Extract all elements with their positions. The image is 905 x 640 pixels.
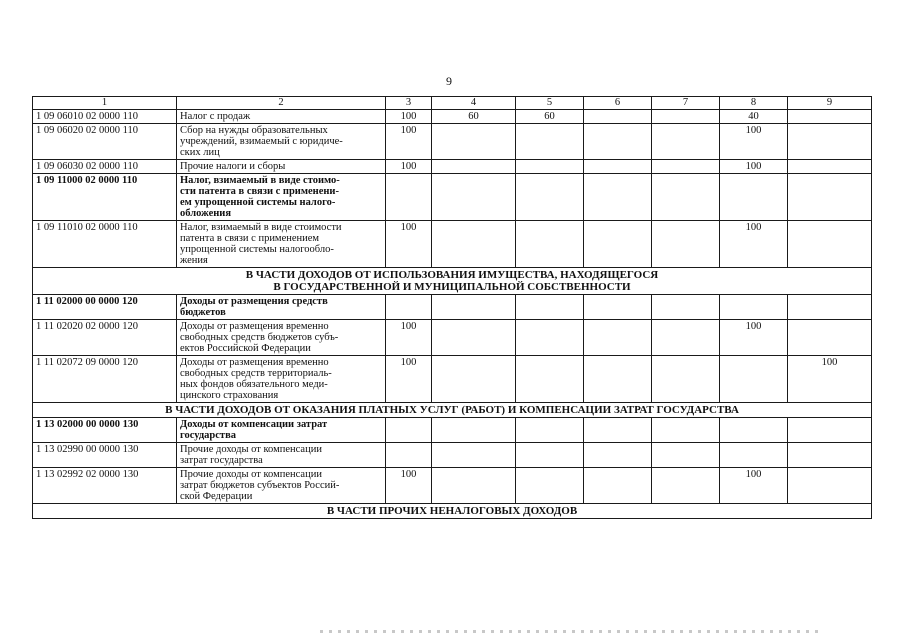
norm-cell — [584, 221, 652, 268]
norm-cell — [652, 124, 720, 160]
norm-cell — [584, 443, 652, 468]
income-name-cell: Налог с продаж — [177, 110, 386, 124]
budget-code-cell: 1 13 02990 00 0000 130 — [33, 443, 177, 468]
norm-cell: 100 — [386, 160, 432, 174]
norm-cell — [652, 160, 720, 174]
norm-cell — [584, 468, 652, 504]
norm-cell — [788, 468, 872, 504]
revenue-distribution-table — [32, 96, 872, 519]
budget-code-cell: 1 09 11000 02 0000 110 — [33, 174, 177, 221]
norm-cell — [584, 295, 652, 320]
table-row — [33, 418, 872, 443]
budget-code-cell: 1 13 02992 02 0000 130 — [33, 468, 177, 504]
norm-cell: 100 — [788, 356, 872, 403]
norm-cell — [720, 443, 788, 468]
section-title: В ЧАСТИ ДОХОДОВ ОТ ОКАЗАНИЯ ПЛАТНЫХ УСЛУГ (РАБОТ) И КОМПЕНСАЦИИ ЗАТРАТ ГОСУДАРСТВА — [33, 403, 872, 418]
norm-cell — [720, 174, 788, 221]
norm-cell — [516, 124, 584, 160]
norm-cell — [386, 418, 432, 443]
norm-cell: 100 — [386, 320, 432, 356]
norm-cell: 100 — [720, 320, 788, 356]
norm-cell — [652, 418, 720, 443]
table-row — [33, 295, 872, 320]
norm-cell — [720, 418, 788, 443]
income-name-cell: Доходы от размещения временно свободных средств территориаль- ных фондов обязательного меди- цинского страхования — [177, 356, 386, 403]
table-row — [33, 160, 872, 174]
table-row — [33, 124, 872, 160]
table-row — [33, 356, 872, 403]
norm-cell — [788, 418, 872, 443]
column-header: 2 — [177, 97, 386, 110]
norm-cell — [516, 443, 584, 468]
norm-cell: 100 — [386, 356, 432, 403]
norm-cell: 60 — [432, 110, 516, 124]
table-row — [33, 221, 872, 268]
column-number-row — [33, 97, 872, 110]
column-header: 9 — [788, 97, 872, 110]
norm-cell — [516, 418, 584, 443]
page-number: 9 — [446, 74, 452, 88]
norm-cell — [584, 356, 652, 403]
norm-cell — [432, 320, 516, 356]
income-name-cell: Прочие доходы от компенсации затрат государства — [177, 443, 386, 468]
norm-cell: 100 — [720, 160, 788, 174]
column-header: 4 — [432, 97, 516, 110]
norm-cell — [788, 295, 872, 320]
norm-cell: 100 — [386, 468, 432, 504]
norm-cell: 100 — [386, 110, 432, 124]
norm-cell — [432, 443, 516, 468]
income-name-cell: Прочие доходы от компенсации затрат бюджетов субъектов Россий- ской Федерации — [177, 468, 386, 504]
norm-cell — [432, 356, 516, 403]
column-header: 3 — [386, 97, 432, 110]
norm-cell — [652, 221, 720, 268]
table-row — [33, 443, 872, 468]
table-row — [33, 468, 872, 504]
table-body — [33, 97, 872, 519]
norm-cell — [432, 160, 516, 174]
norm-cell — [432, 295, 516, 320]
norm-cell — [432, 221, 516, 268]
norm-cell — [788, 221, 872, 268]
budget-code-cell: 1 09 06030 02 0000 110 — [33, 160, 177, 174]
norm-cell — [584, 124, 652, 160]
budget-code-cell: 1 11 02072 09 0000 120 — [33, 356, 177, 403]
norm-cell — [584, 174, 652, 221]
norm-cell — [788, 124, 872, 160]
income-name-cell: Доходы от размещения средств бюджетов — [177, 295, 386, 320]
norm-cell — [432, 418, 516, 443]
table-row — [33, 320, 872, 356]
column-header: 1 — [33, 97, 177, 110]
norm-cell — [516, 221, 584, 268]
budget-code-cell: 1 13 02000 00 0000 130 — [33, 418, 177, 443]
budget-code-cell: 1 11 02000 00 0000 120 — [33, 295, 177, 320]
norm-cell — [584, 160, 652, 174]
norm-cell — [516, 160, 584, 174]
norm-cell — [788, 443, 872, 468]
norm-cell: 100 — [720, 468, 788, 504]
budget-code-cell: 1 09 06020 02 0000 110 — [33, 124, 177, 160]
norm-cell — [788, 174, 872, 221]
norm-cell — [386, 295, 432, 320]
norm-cell — [432, 174, 516, 221]
norm-cell — [432, 124, 516, 160]
norm-cell — [720, 295, 788, 320]
norm-cell — [386, 174, 432, 221]
norm-cell: 40 — [720, 110, 788, 124]
norm-cell: 60 — [516, 110, 584, 124]
income-name-cell: Сбор на нужды образовательных учреждений, взимаемый с юридиче- ских лиц — [177, 124, 386, 160]
norm-cell — [584, 418, 652, 443]
norm-cell: 100 — [720, 221, 788, 268]
norm-cell — [516, 468, 584, 504]
income-name-cell: Налог, взимаемый в виде стоимо- сти патента в связи с применени- ем упрощенной системы налого- обложения — [177, 174, 386, 221]
section-header-row — [33, 403, 872, 418]
income-name-cell: Доходы от размещения временно свободных средств бюджетов субъ- ектов Российской Федерации — [177, 320, 386, 356]
norm-cell — [652, 110, 720, 124]
norm-cell — [386, 443, 432, 468]
norm-cell — [652, 356, 720, 403]
section-title: В ЧАСТИ ПРОЧИХ НЕНАЛОГОВЫХ ДОХОДОВ — [33, 504, 872, 519]
norm-cell: 100 — [386, 221, 432, 268]
norm-cell — [788, 160, 872, 174]
norm-cell — [652, 174, 720, 221]
income-name-cell: Прочие налоги и сборы — [177, 160, 386, 174]
norm-cell: 100 — [386, 124, 432, 160]
column-header: 6 — [584, 97, 652, 110]
section-header-row — [33, 504, 872, 519]
scan-artifact — [320, 630, 820, 633]
norm-cell — [516, 320, 584, 356]
income-name-cell: Доходы от компенсации затрат государства — [177, 418, 386, 443]
table-row — [33, 110, 872, 124]
norm-cell: 100 — [720, 124, 788, 160]
column-header: 8 — [720, 97, 788, 110]
norm-cell — [788, 110, 872, 124]
norm-cell — [516, 174, 584, 221]
budget-code-cell: 1 09 11010 02 0000 110 — [33, 221, 177, 268]
norm-cell — [516, 295, 584, 320]
norm-cell — [652, 443, 720, 468]
norm-cell — [652, 468, 720, 504]
column-header: 5 — [516, 97, 584, 110]
norm-cell — [652, 295, 720, 320]
budget-code-cell: 1 09 06010 02 0000 110 — [33, 110, 177, 124]
norm-cell — [584, 320, 652, 356]
norm-cell — [432, 468, 516, 504]
norm-cell — [516, 356, 584, 403]
norm-cell — [652, 320, 720, 356]
norm-cell — [584, 110, 652, 124]
income-name-cell: Налог, взимаемый в виде стоимости патента в связи с применением упрощенной системы налогообло- жения — [177, 221, 386, 268]
norm-cell — [720, 356, 788, 403]
section-header-row — [33, 268, 872, 295]
column-header: 7 — [652, 97, 720, 110]
section-title: В ЧАСТИ ДОХОДОВ ОТ ИСПОЛЬЗОВАНИЯ ИМУЩЕСТВА, НАХОДЯЩЕГОСЯ В ГОСУДАРСТВЕННОЙ И МУНИЦИПАЛЬНОЙ СОБСТВЕННОСТИ — [33, 268, 872, 295]
table-row — [33, 174, 872, 221]
norm-cell — [788, 320, 872, 356]
budget-code-cell: 1 11 02020 02 0000 120 — [33, 320, 177, 356]
